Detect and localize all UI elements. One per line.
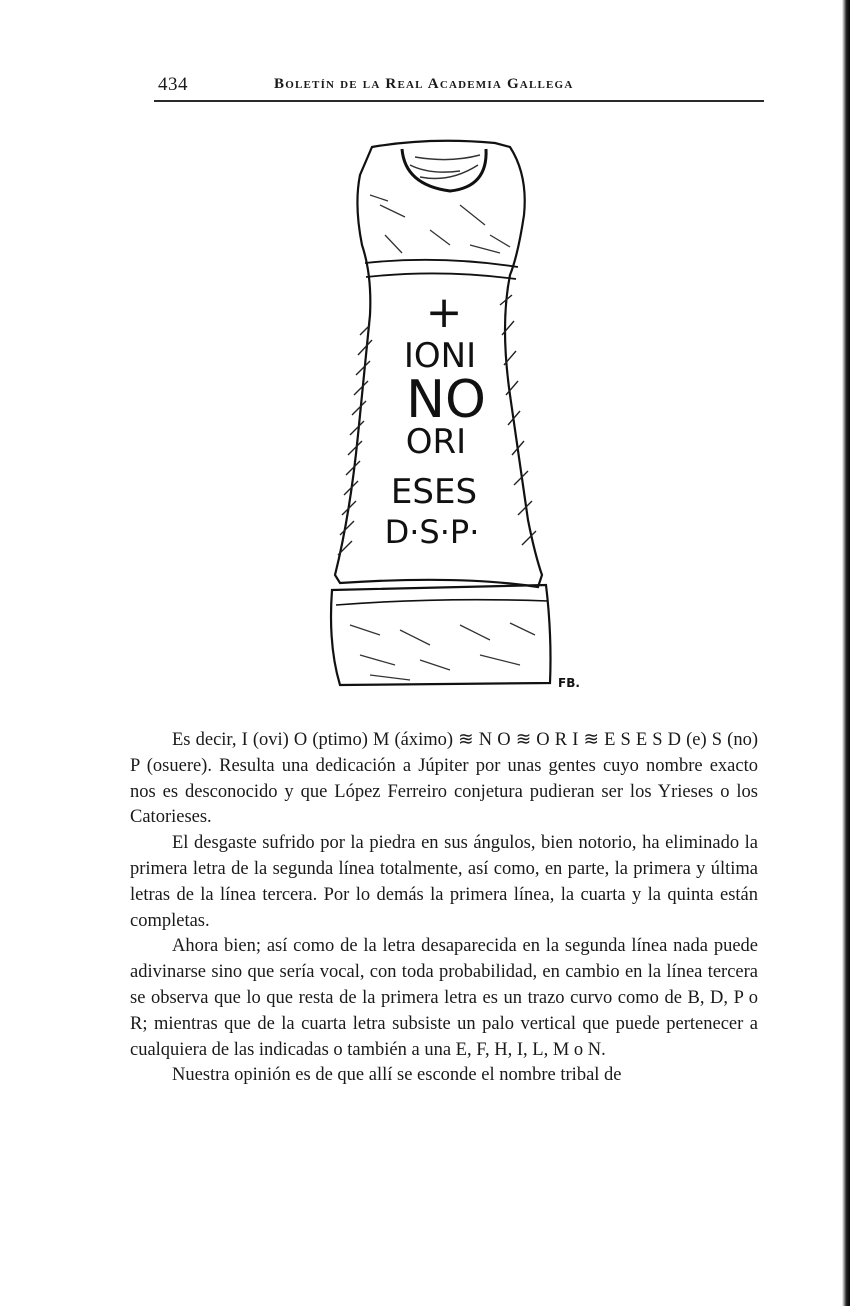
inscription-line-5: ESES — [390, 472, 478, 512]
inscription-line-1: + — [425, 287, 463, 338]
inscription-line-4: ORI — [405, 422, 467, 462]
altar-illustration — [310, 135, 595, 695]
article-body — [130, 728, 758, 1089]
altar-top-cavity — [402, 149, 486, 191]
paragraph-1: Es decir, I (ovi) O (ptimo) M (áximo) ≋ N O ≋ O R I ≋ E S E S D (e) S (no) P (osuere). Resulta una dedicación a Júpiter por unas gentes cuyo nombre exacto nos es desconocido y que López Ferreiro conjetura pudieran ser los Yrieses o los Catorieses. — [130, 730, 758, 828]
running-title: Boletín de la Real Academia Gallega — [274, 76, 574, 92]
header-rule — [154, 100, 764, 102]
inscription-line-6: D·S·P· — [384, 513, 480, 551]
altar-drawing — [310, 135, 595, 695]
base-plinth-line — [336, 600, 548, 605]
page-number: 434 — [158, 74, 188, 95]
paragraph-3: Ahora bien; así como de la letra desaparecida en la segunda línea nada puede adivinarse sino que sería vocal, con toda probabilidad, en cambio en la línea tercera se observa que lo que resta de la primera letra es un trazo curvo como de B, D, P o R; mientras que de la cuarta letra subsiste un palo vertical que puede pertenecer a cualquiera de las indicadas o también a una E, F, H, I, L, M o N. — [130, 936, 758, 1060]
inscription-line-3: NO — [406, 370, 486, 430]
artist-signature: FB. — [558, 676, 580, 690]
paragraph-2: El desgaste sufrido por la piedra en sus ángulos, bien notorio, ha eliminado la primera letra de la segunda línea totalmente, así como, en parte, la primera y última letras de la línea tercera. Por lo demás la primera línea, la cuarta y la quinta están completas. — [130, 833, 758, 931]
page-edge — [842, 0, 850, 1306]
capital-band — [365, 260, 518, 279]
paragraph-4: Nuestra opinión es de que allí se esconde el nombre tribal de — [172, 1065, 622, 1086]
inscription-line-2: IONI — [403, 336, 477, 376]
page-header — [154, 72, 764, 100]
